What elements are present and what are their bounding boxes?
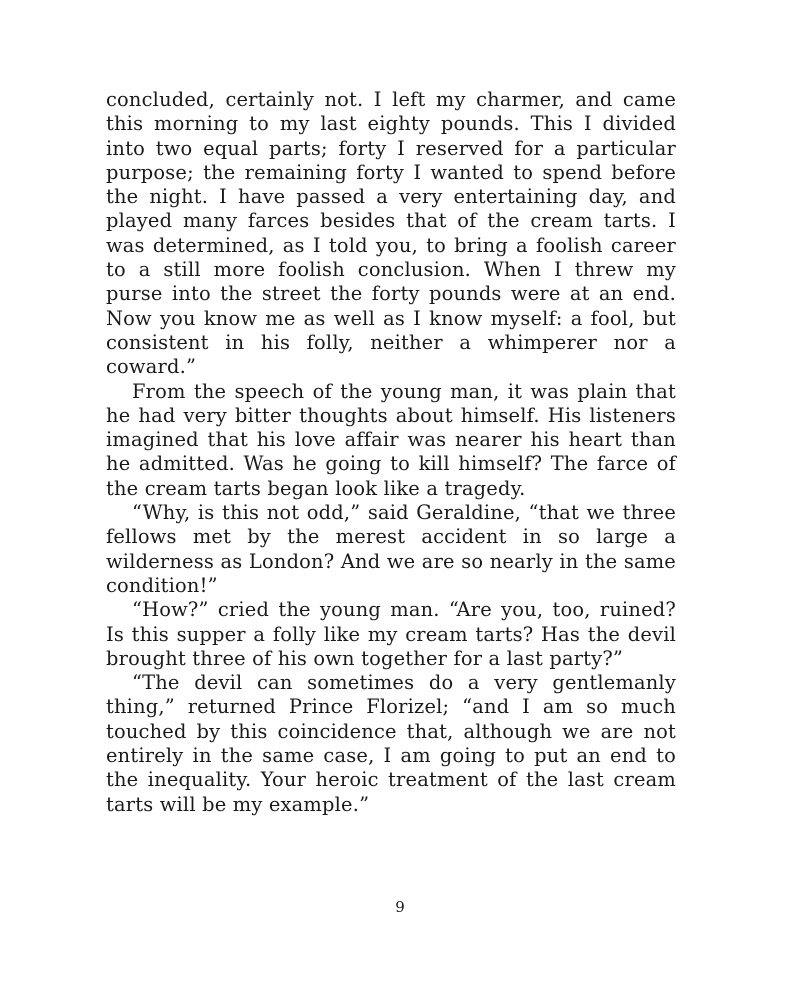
paragraph-continued: concluded, certainly not. I left my charmer, and came this morning to my last eighty pounds. This I divided into two equal parts; forty I reserved for a particular purpose; the remaining forty I wanted to spend before the night. I have passed a very entertaining day, and played many farces besides that of the cream tarts. I was determined, as I told you, to bring a foolish career to a still more foolish conclusion. When I threw my purse into the street the forty pounds were at an end. Now you know me as well as I know myself: a fool, but consistent in his folly, neither a whimperer nor a coward.” bbox=[106, 88, 676, 379]
paragraph: “Why, is this not odd,” said Geraldine, “that we three fellows met by the merest accident in so large a wilderness as London? And we are so nearly in the same condition!” bbox=[106, 501, 676, 597]
paragraph: From the speech of the young man, it was plain that he had very bitter thoughts about himself. His listeners imagined that his love affair was nearer his heart than he admitted. Was he going to kill himself? The farce of the cream tarts began look like a tragedy. bbox=[106, 379, 676, 500]
page-body bbox=[106, 88, 676, 817]
page-number: 9 bbox=[395, 898, 405, 916]
paragraph: “How?” cried the young man. “Are you, too, ruined? Is this supper a folly like my cream tarts? Has the devil brought three of his own together for a last party?” bbox=[106, 598, 676, 670]
paragraph: “The devil can sometimes do a very gentlemanly thing,” returned Prince Florizel; “and I am so much touched by this coincidence that, although we are not entirely in the same case, I am going to put an end to the inequality. Your heroic treatment of the last cream tarts will be my example.” bbox=[106, 671, 676, 816]
